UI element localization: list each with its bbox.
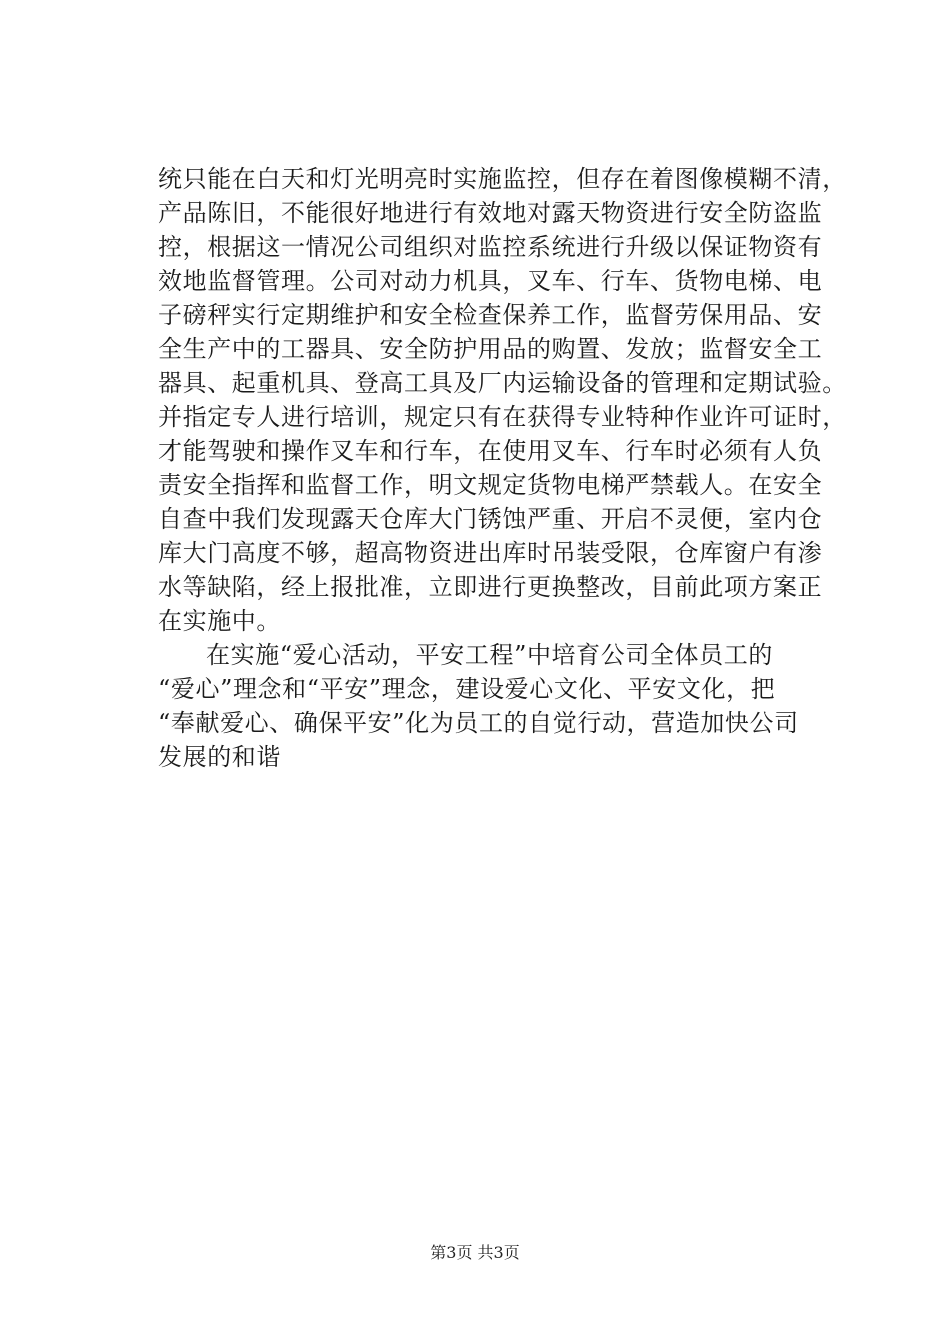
text-line: 水等缺陷，经上报批准，立即进行更换整改，目前此项方案正 xyxy=(158,573,823,601)
text-line: 才能驾驶和操作叉车和行车，在使用叉车、行车时必须有人负 xyxy=(158,437,823,465)
text-line: 库大门高度不够，超高物资进出库时吊装受限，仓库窗户有渗 xyxy=(158,539,823,567)
text-line: 在实施“爱心活动，平安工程”中培育公司全体员工的 xyxy=(206,641,773,669)
page-number-footer: 第3页 共3页 xyxy=(430,1243,520,1262)
text-line: 器具、起重机具、登高工具及厂内运输设备的管理和定期试验。 xyxy=(158,369,847,397)
text-line: 自查中我们发现露天仓库大门锈蚀严重、开启不灵便，室内仓 xyxy=(158,505,823,533)
text-line: 统只能在白天和灯光明亮时实施监控，但存在着图像模糊不清， xyxy=(158,165,847,193)
text-line: “奉献爱心、确保平安”化为员工的自觉行动，营造加快公司 xyxy=(158,709,799,737)
text-line: 控，根据这一情况公司组织对监控系统进行升级以保证物资有 xyxy=(158,233,823,261)
text-line: 全生产中的工器具、安全防护用品的购置、发放；监督安全工 xyxy=(158,335,823,363)
text-line: 责安全指挥和监督工作，明文规定货物电梯严禁载人。在安全 xyxy=(158,471,823,499)
text-line: 产品陈旧，不能很好地进行有效地对露天物资进行安全防盗监 xyxy=(158,199,823,227)
text-line: 效地监督管理。公司对动力机具，叉车、行车、货物电梯、电 xyxy=(158,267,823,295)
text-line: “爱心”理念和“平安”理念，建设爱心文化、平安文化，把 xyxy=(158,675,776,703)
paragraph-2 xyxy=(158,638,848,774)
paragraph-1 xyxy=(158,162,848,638)
text-line: 发展的和谐 xyxy=(158,743,281,771)
document-body xyxy=(158,162,848,774)
text-line: 并指定专人进行培训，规定只有在获得专业特种作业许可证时， xyxy=(158,403,847,431)
text-line: 子磅秤实行定期维护和安全检查保养工作，监督劳保用品、安 xyxy=(158,301,823,329)
text-line: 在实施中。 xyxy=(158,607,281,635)
